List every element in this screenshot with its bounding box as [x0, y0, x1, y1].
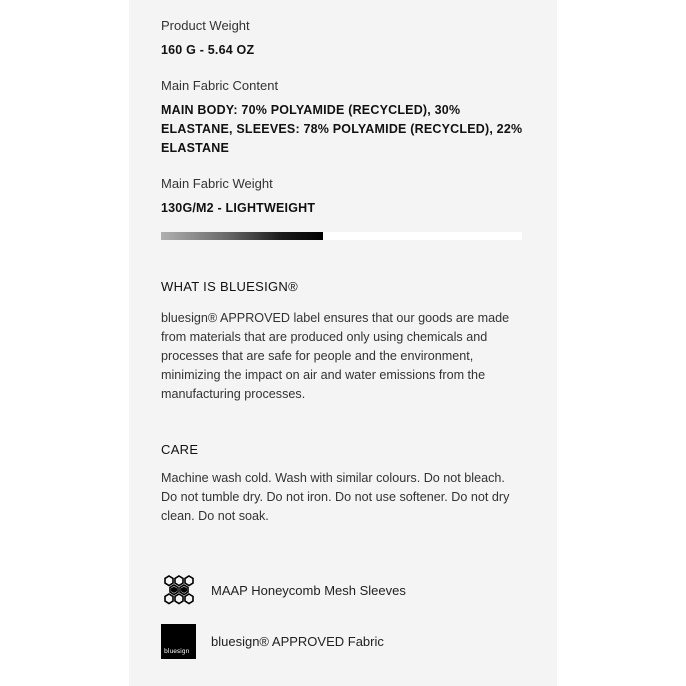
main-fabric-weight-value: 130G/M2 - LIGHTWEIGHT: [161, 201, 316, 215]
bluesign-description: bluesign® APPROVED label ensures that our goods are made from materials that are produced only using chemicals and processes that are safe for people and the environment, minimizing the impact on air and water emissions from the manufacturing processes.: [161, 311, 510, 401]
bluesign-heading: WHAT IS BLUESIGN®: [161, 279, 298, 294]
feature-bluesign-fabric: [161, 624, 521, 660]
bluesign-logo-text: bluesign: [164, 648, 190, 655]
care-instructions: Machine wash cold. Wash with similar colours. Do not bleach. Do not tumble dry. Do not iron. Do not use softener. Do not dry clean. Do not soak.: [161, 471, 510, 523]
fabric-weight-bar: [161, 232, 522, 240]
care-heading: CARE: [161, 442, 199, 457]
bluesign-logo-icon: [161, 624, 197, 660]
fabric-weight-bar-fill: [161, 232, 323, 240]
main-fabric-content-label: Main Fabric Content: [161, 78, 279, 93]
feature-bluesign-label: bluesign® APPROVED Fabric: [211, 634, 384, 649]
product-weight-value: 160 G - 5.64 OZ: [161, 43, 255, 57]
feature-honeycomb-label: MAAP Honeycomb Mesh Sleeves: [211, 583, 406, 598]
honeycomb-icon: [161, 573, 197, 609]
feature-honeycomb-mesh: [161, 573, 521, 609]
product-weight-label: Product Weight: [161, 18, 250, 33]
main-fabric-weight-label: Main Fabric Weight: [161, 176, 273, 191]
main-fabric-content-value: MAIN BODY: 70% POLYAMIDE (RECYCLED), 30% ELASTANE, SLEEVES: 78% POLYAMIDE (RECYCLED), 22% ELASTANE: [161, 103, 523, 155]
